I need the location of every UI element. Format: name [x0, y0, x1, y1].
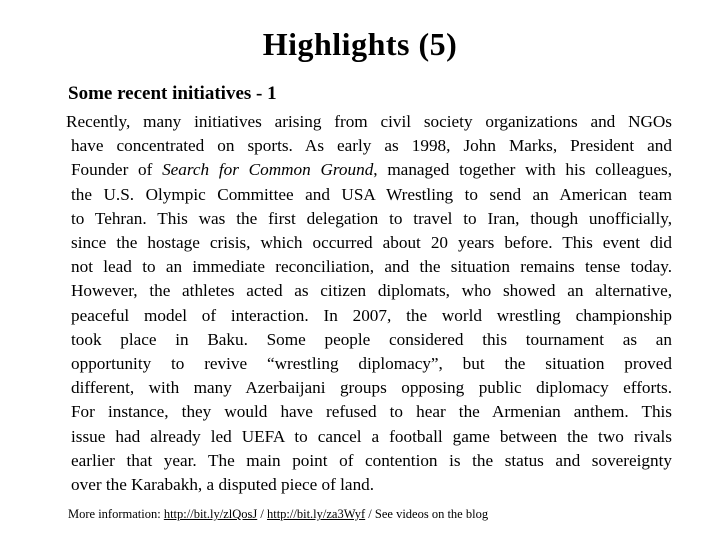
body-line: different, with many Azerbaijani groups opposing public diplomacy efforts.: [71, 378, 672, 398]
slide-subtitle: Some recent initiatives - 1: [68, 83, 277, 104]
body-line: took place in Baku. Some people considered this tournament as an: [71, 329, 672, 349]
footer-suffix: / See videos on the blog: [365, 507, 489, 521]
body-line: the U.S. Olympic Committee and USA Wrestling to send an American team: [71, 184, 672, 204]
body-line: opportunity to revive “wrestling diplomacy”, but the situation proved: [71, 354, 672, 374]
body-line: over the Karabakh, a disputed piece of land.: [71, 475, 375, 495]
body-line: Recently, many initiatives arising from civil society organizations and NGOs: [66, 112, 672, 131]
body-line: earlier that year. The main point of contention is the status and sovereignty: [71, 450, 672, 470]
body-line: However, the athletes acted as citizen diplomats, who showed an alternative,: [71, 281, 672, 301]
footer-link-2[interactable]: http://bit.ly/za3Wyf: [266, 507, 366, 521]
footer-separator: /: [257, 507, 267, 521]
footer-prefix: More information:: [68, 507, 164, 521]
body-line: peaceful model of interaction. In 2007, the world wrestling championship: [71, 305, 672, 325]
body-line: have concentrated on sports. As early as 1998, John Marks, President and: [71, 136, 672, 156]
body-line: issue had already led UEFA to cancel a football game between the two rivals: [71, 426, 672, 446]
body-line-text: , managed together with his colleagues,: [373, 160, 673, 180]
footer-link-1[interactable]: http://bit.ly/zlQosJ: [163, 507, 258, 521]
body-line-text: Founder of: [71, 160, 163, 180]
footer-info: [68, 506, 488, 522]
body-paragraph: [66, 110, 672, 497]
body-line: For instance, they would have refused to hear the Armenian anthem. This: [71, 402, 672, 422]
body-line: since the hostage crisis, which occurred about 20 years before. This event did: [71, 233, 672, 253]
body-line: to Tehran. This was the first delegation to travel to Iran, though unofficially,: [71, 208, 672, 228]
organization-name: Search for Common Ground: [162, 160, 374, 180]
body-line: [71, 158, 672, 182]
slide-title: Highlights (5): [262, 26, 458, 62]
body-line: not lead to an immediate reconciliation, and the situation remains tense today.: [71, 257, 672, 277]
